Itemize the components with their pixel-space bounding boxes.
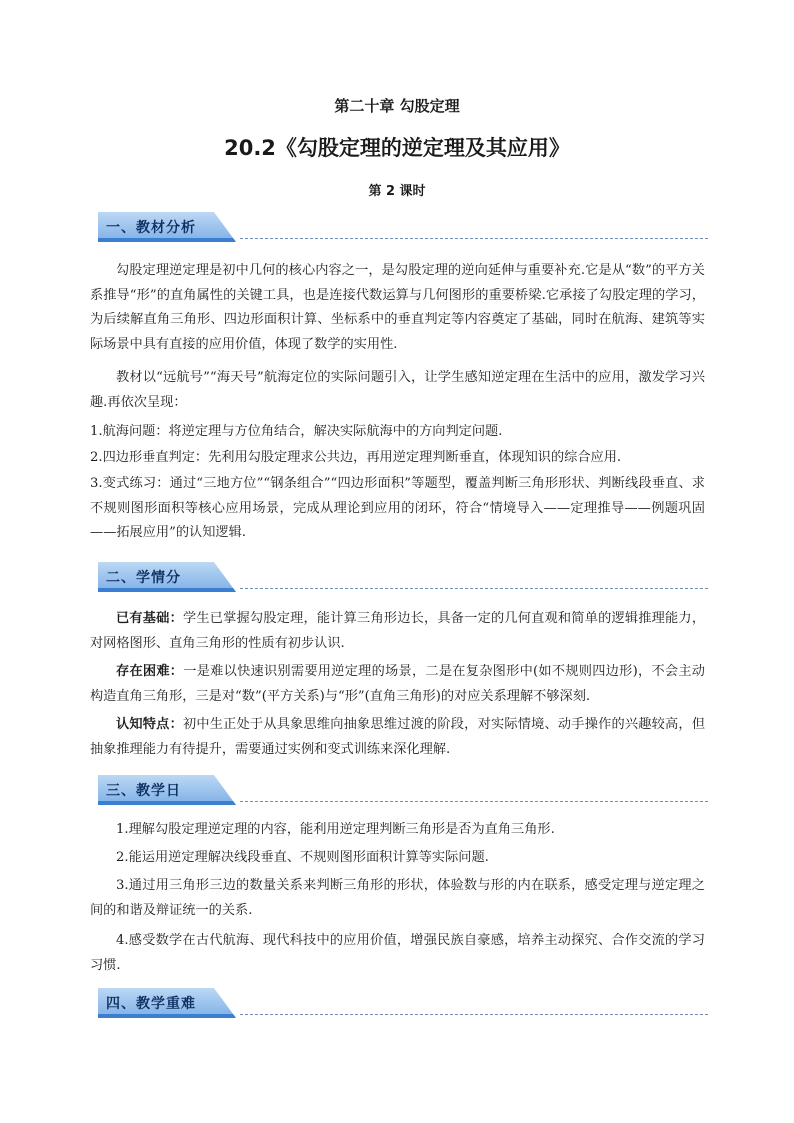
lesson-period: 第 2 课时 [368, 184, 426, 199]
section-header-key-difficulties [98, 988, 708, 1018]
list-item: 1.航海问题：将逆定理与方位角结合，解决实际航海中的方向判定问题. [90, 424, 503, 439]
paragraph: 教材以“远航号”“海天号”航海定位的实际问题引入，让学生感知逆定理在生活中的应用，激发学习兴趣.再依次呈现： [90, 370, 705, 410]
paragraph: 认知特点：初中生正处于从具象思维向抽象思维过渡的阶段，对实际情境、动手操作的兴趣较高，但抽象推理能力有待提升，需要通过实例和变式训练来深化理解. [90, 717, 706, 757]
list-item: 2.四边形垂直判定：先利用勾股定理求公共边，再用逆定理判断垂直，体现知识的综合应用. [90, 450, 622, 465]
chapter-heading: 第二十章 勾股定理 [334, 97, 460, 115]
list-item: 1.理解勾股定理逆定理的内容，能利用逆定理判断三角形是否为直角三角形. [116, 822, 555, 837]
list-item: 3.变式练习：通过“三地方位”“钢条组合”“四边形面积”等题型，覆盖判断三角形形状、判断线段垂直、求不规则图形面积等核心应用场景，完成从理论到应用的闭环，符合“情境导入——定理推导——例题巩固——拓展应用”的认知逻辑. [90, 476, 705, 540]
paragraph-heading: 已有基础： [116, 611, 183, 626]
list-item: 3.通过用三角形三边的数量关系来判断三角形的形状，体验数与形的内在联系，感受定理与逆定理之间的和谐及辩证统一的关系. [90, 878, 705, 918]
paragraph: 勾股定理逆定理是初中几何的核心内容之一，是勾股定理的逆向延伸与重要补充.它是从“数”的平方关系推导“形”的直角属性的关键工具，也是连接代数运算与几何图形的重要桥梁.它承接了勾股定理的学习，为后续解直角三角形、四边形面积计算、坐标系中的垂直判定等内容奠定了基础，同时在航海、建筑等实际场景中具有直接的应用价值，体现了数学的实用性. [90, 263, 705, 352]
section-label: 二、学情分 [106, 570, 181, 586]
section-header-teaching-goals [98, 775, 708, 805]
section-divider [240, 238, 708, 239]
paragraph-heading: 存在困难： [116, 664, 184, 679]
list-item: 4.感受数学在古代航海、现代科技中的应用价值，增强民族自豪感，培养主动探究、合作交流的学习习惯. [90, 933, 705, 973]
paragraph: 存在困难：一是难以快速识别需要用逆定理的场景，二是在复杂图形中(如不规则四边形)，不会主动构造直角三角形，三是对“数”(平方关系)与“形”(直角三角形)的对应关系理解不够深刻. [90, 664, 705, 704]
paragraph: 已有基础：学生已掌握勾股定理，能计算三角形边长，具备一定的几何直观和简单的逻辑推理能力，对网格图形、直角三角形的性质有初步认识. [90, 611, 706, 651]
paragraph-heading: 认知特点： [116, 717, 183, 732]
section-header-textbook-analysis [98, 212, 708, 242]
lesson-title: 20.2《勾股定理的逆定理及其应用》 [224, 136, 570, 160]
list-item: 2.能运用逆定理解决线段垂直、不规则图形面积计算等实际问题. [116, 850, 489, 865]
section-divider [240, 801, 708, 802]
section-label: 一、教材分析 [106, 220, 196, 236]
section-label: 三、教学日 [106, 783, 181, 799]
section-divider [240, 588, 708, 589]
section-divider [240, 1014, 708, 1015]
section-label: 四、教学重难 [106, 996, 196, 1012]
section-header-learner-analysis [98, 562, 708, 592]
